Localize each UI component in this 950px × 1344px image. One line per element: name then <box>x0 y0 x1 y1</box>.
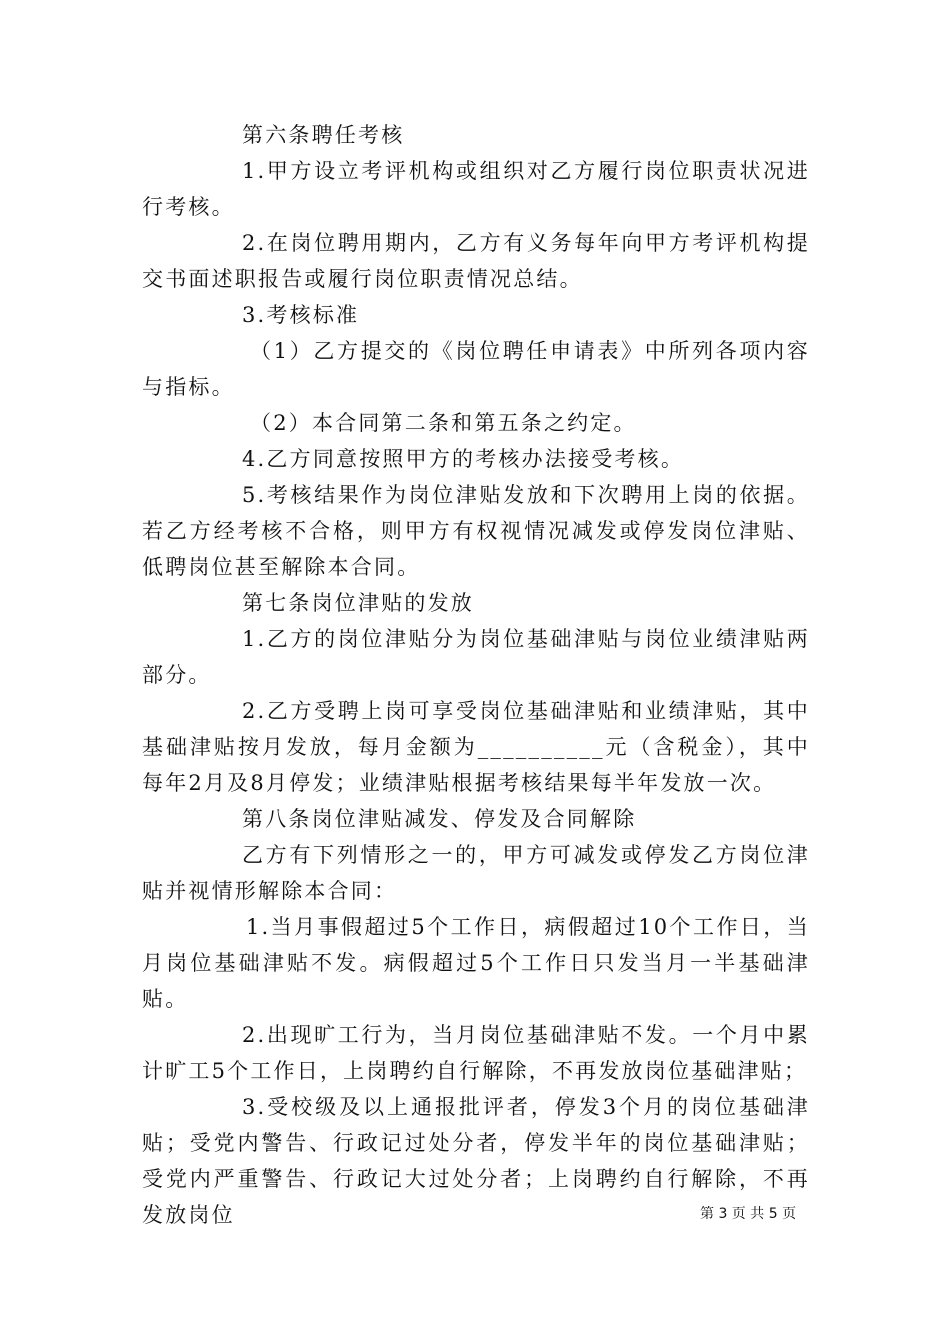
page-number: 第 3 页 共 5 页 <box>700 1206 797 1222</box>
article-6-item-3: 3.考核标准 <box>242 303 360 327</box>
article-6-item-3-sub-2: （2）本合同第二条和第五条之约定。 <box>250 411 637 435</box>
article-6-item-2: 2.在岗位聘用期内，乙方有义务每年向甲方考评机构提交书面述职报告或履行岗位职责情况总结。 <box>142 231 810 291</box>
article-6-item-3-sub-1: （1）乙方提交的《岗位聘任申请表》中所列各项内容与指标。 <box>142 339 810 399</box>
document-body <box>142 117 810 1233</box>
article-6-item-5: 5.考核结果作为岗位津贴发放和下次聘用上岗的依据。若乙方经考核不合格，则甲方有权视情况减发或停发岗位津贴、低聘岗位甚至解除本合同。 <box>142 483 810 579</box>
article-7-item-1: 1.乙方的岗位津贴分为岗位基础津贴与岗位业绩津贴两部分。 <box>142 627 810 687</box>
article-6-item-1: 1.甲方设立考评机构或组织对乙方履行岗位职责状况进行考核。 <box>142 159 810 219</box>
article-8-intro: 乙方有下列情形之一的，甲方可减发或停发乙方岗位津贴并视情形解除本合同： <box>142 843 810 903</box>
article-8-item-3: 3.受校级及以上通报批评者，停发3个月的岗位基础津贴；受党内警告、行政记过处分者，停发半年的岗位基础津贴；受党内严重警告、行政记大过处分者；上岗聘约自行解除，不再发放岗位 <box>142 1095 810 1227</box>
article-6-item-4: 4.乙方同意按照甲方的考核办法接受考核。 <box>242 447 685 471</box>
article-8-heading: 第八条岗位津贴减发、停发及合同解除 <box>242 807 637 831</box>
article-7-heading: 第七条岗位津贴的发放 <box>242 591 474 615</box>
article-7-item-2: 2.乙方受聘上岗可享受岗位基础津贴和业绩津贴，其中基础津贴按月发放，每月金额为__________元（含税金），其中每年2月及8月停发；业绩津贴根据考核结果每半年发放一次。 <box>142 699 810 795</box>
article-6-heading: 第六条聘任考核 <box>242 123 405 147</box>
article-8-item-1: 1.当月事假超过5个工作日，病假超过10个工作日，当月岗位基础津贴不发。病假超过5个工作日只发当月一半基础津贴。 <box>142 915 810 1011</box>
article-8-item-2: 2.出现旷工行为，当月岗位基础津贴不发。一个月中累计旷工5个工作日，上岗聘约自行解除，不再发放岗位基础津贴； <box>142 1023 810 1083</box>
